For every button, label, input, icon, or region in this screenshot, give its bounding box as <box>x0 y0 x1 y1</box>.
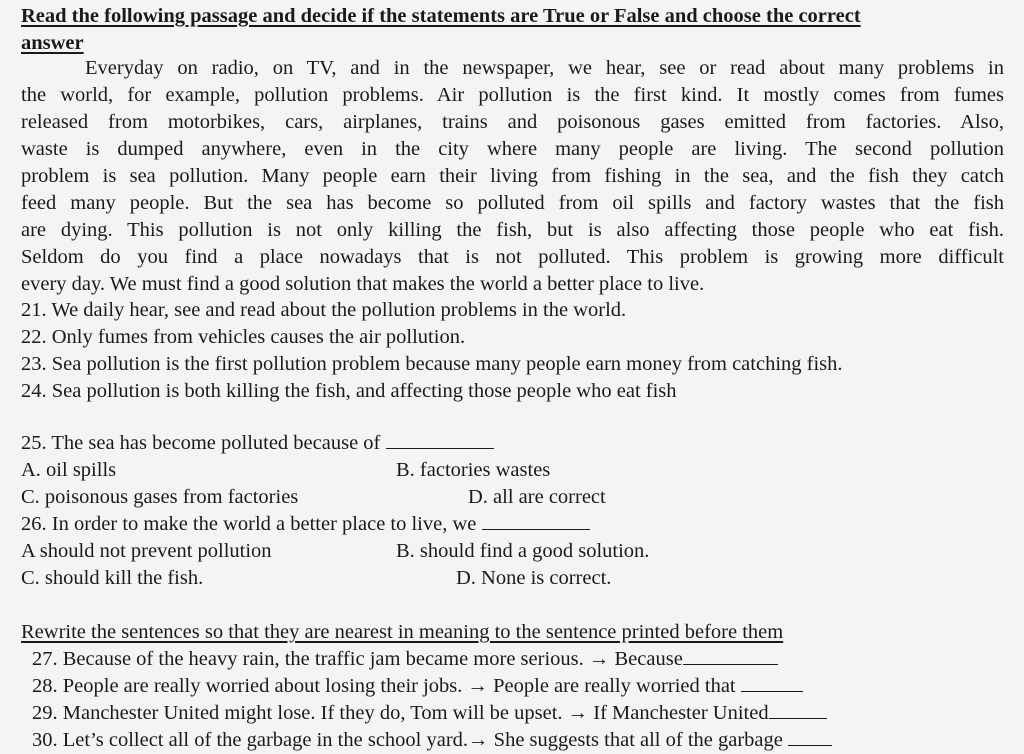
rewrite-item-28 <box>32 673 1004 700</box>
statement-21: 21. We daily hear, see and read about the pollution problems in the world. <box>21 299 627 321</box>
q25-option-a: A. oil spills <box>21 459 117 481</box>
answer-blank[interactable] <box>683 646 778 665</box>
q26-option-b: B. should find a good solution. <box>396 540 650 562</box>
q25-option-d: D. all are correct <box>468 486 606 508</box>
question-25 <box>21 430 1004 457</box>
instruction-heading-continued: answer <box>21 32 84 54</box>
passage-line: every day. We must find a good solution that makes the world a better place to live. <box>21 273 705 295</box>
answer-blank[interactable] <box>482 511 590 530</box>
answer-blank[interactable] <box>741 673 803 692</box>
q26-option-c: C. should kill the fish. <box>21 567 204 589</box>
rewrite-item-text: 28. People are really worried about losing their jobs. → People are really worried that <box>32 675 736 697</box>
rewrite-item-text: 30. Let’s collect all of the garbage in the school yard.→ She suggests that all of the garbage <box>32 729 783 751</box>
rewrite-item-text: 29. Manchester United might lose. If they do, Tom will be upset. → If Manchester United <box>32 702 769 724</box>
passage-line: problem is sea pollution. Many people earn their living from fishing in the sea, and the fish they catch <box>21 165 1004 187</box>
passage-line: are dying. This pollution is not only killing the fish, but is also affecting those people who eat fish. <box>21 219 1004 241</box>
passage-line: waste is dumped anywhere, even in the city where many people are living. The second pollution <box>21 138 1004 160</box>
q25-option-c: C. poisonous gases from factories <box>21 486 299 508</box>
passage-line: Seldom do you find a place nowadays that is not polluted. This problem is growing more difficult <box>21 246 1004 268</box>
rewrite-item-text: 27. Because of the heavy rain, the traffic jam became more serious. → Because <box>32 648 683 670</box>
answer-blank[interactable] <box>769 700 827 719</box>
q26-option-d: D. None is correct. <box>456 567 612 589</box>
instruction-heading: Read the following passage and decide if the statements are True or False and choose the correct <box>21 5 861 27</box>
question-26 <box>21 511 1004 538</box>
rewrite-item-29 <box>32 700 1004 727</box>
passage-line: feed many people. But the sea has become so polluted from oil spills and factory wastes that the fish <box>21 192 1004 214</box>
passage-line: Everyday on radio, on TV, and in the newspaper, we hear, see or read about many problems in <box>85 57 1004 79</box>
q25-option-b: B. factories wastes <box>396 459 551 481</box>
statement-24: 24. Sea pollution is both killing the fish, and affecting those people who eat fish <box>21 380 677 402</box>
rewrite-item-30 <box>32 727 1004 754</box>
answer-blank[interactable] <box>386 430 494 449</box>
answer-blank[interactable] <box>788 727 832 746</box>
statement-23: 23. Sea pollution is the first pollution problem because many people earn money from catching fish. <box>21 353 843 375</box>
question-25-stem: 25. The sea has become polluted because of <box>21 432 381 454</box>
q26-option-a: A should not prevent pollution <box>21 540 272 562</box>
passage-line: released from motorbikes, cars, airplanes, trains and poisonous gases emitted from factories. Also, <box>21 111 1004 133</box>
question-26-stem: 26. In order to make the world a better place to live, we <box>21 513 477 535</box>
rewrite-item-27 <box>32 646 1004 673</box>
passage-line: the world, for example, pollution problems. Air pollution is the first kind. It mostly comes from fumes <box>21 84 1004 106</box>
rewrite-heading: Rewrite the sentences so that they are nearest in meaning to the sentence printed before them <box>21 621 784 643</box>
statement-22: 22. Only fumes from vehicles causes the air pollution. <box>21 326 466 348</box>
